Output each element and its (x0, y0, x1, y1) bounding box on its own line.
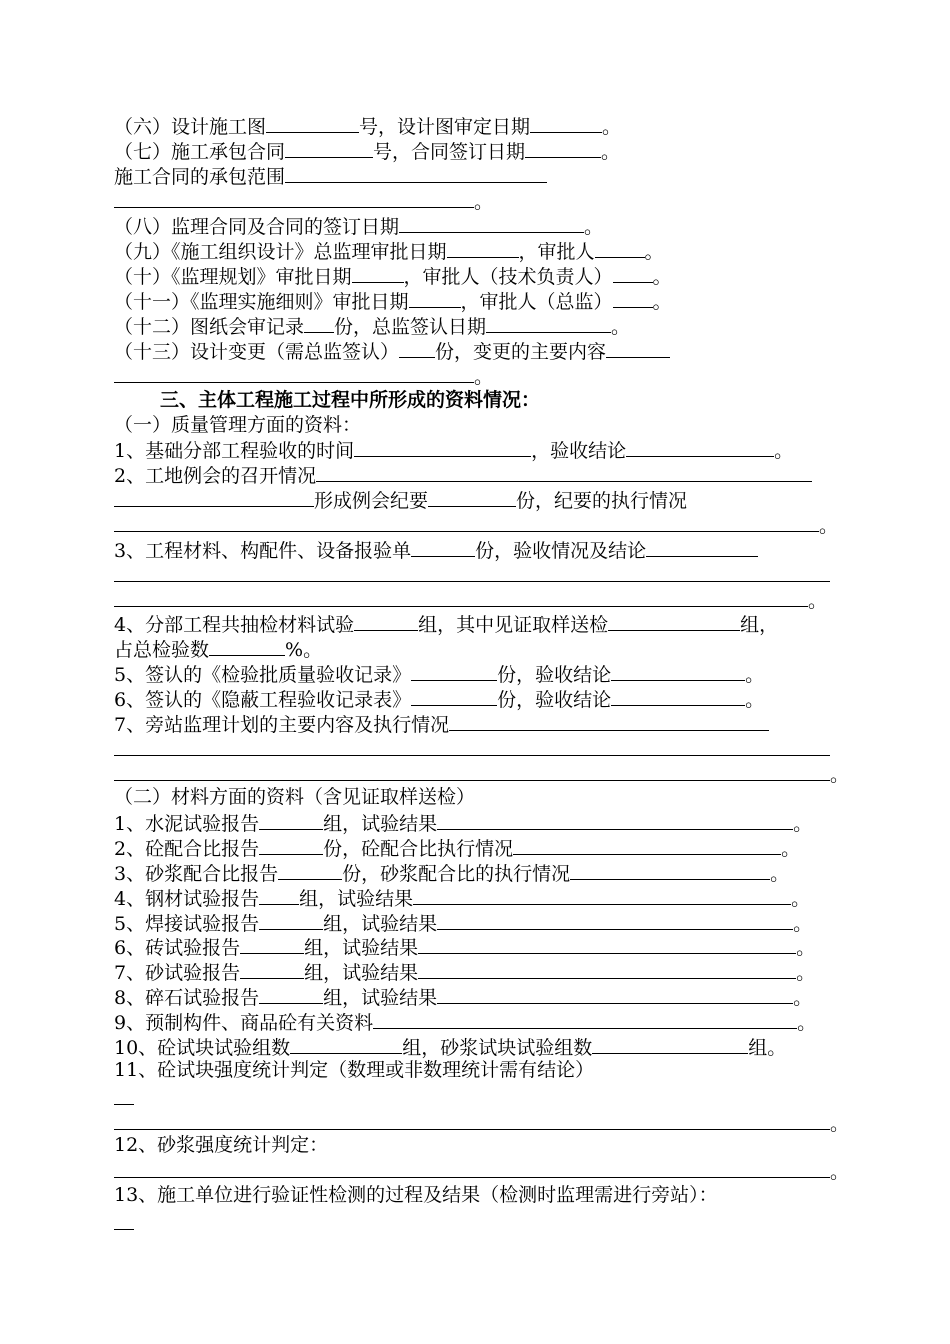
line-supervision-plan: （十）《监理规划》审批日期 ，审批人（技术负责人） 。 (114, 263, 672, 289)
blank[interactable] (530, 113, 602, 133)
blank[interactable] (409, 288, 461, 308)
line-m11-cont: 。 (114, 1110, 849, 1136)
section-heading: 三、主体工程施工过程中所形成的资料情况： (160, 389, 541, 411)
line-m8: 8、碎石试验报告 组，试验结果 。 (114, 984, 812, 1010)
blank[interactable] (373, 1009, 797, 1029)
blank[interactable] (513, 835, 781, 855)
line-design-drawing: （六）设计施工图 号，设计图审定日期 。 (114, 113, 621, 139)
line-q7-cont (114, 736, 830, 762)
blank[interactable] (608, 611, 740, 631)
blank[interactable] (114, 562, 830, 582)
line-m6: 6、砖试验报告 组，试验结果 。 (114, 934, 815, 960)
line-m3: 3、砂浆配合比报告 份，砂浆配合比的执行情况 。 (114, 860, 789, 886)
blank[interactable] (240, 959, 304, 979)
blank[interactable] (259, 984, 323, 1004)
line-q3-cont2: 。 (114, 587, 827, 613)
line-contract-scope: 施工合同的承包范围 (114, 163, 547, 189)
blank[interactable] (418, 959, 796, 979)
blank[interactable] (114, 487, 314, 507)
line-q2-cont: 形成例会纪要 份，纪要的执行情况 (114, 487, 687, 513)
blank[interactable] (413, 885, 791, 905)
blank[interactable] (114, 363, 474, 383)
blank[interactable] (114, 736, 830, 756)
blank[interactable] (411, 537, 475, 557)
blank[interactable] (447, 238, 519, 258)
blank[interactable] (428, 487, 516, 507)
line-m13: 13、施工单位进行验证性检测的过程及结果（检测时监理需进行旁站）： (114, 1184, 718, 1206)
line-supervision-contract: （八）监理合同及合同的签订日期 。 (114, 213, 603, 239)
blank[interactable] (259, 835, 323, 855)
blank[interactable] (316, 462, 812, 482)
blank[interactable] (411, 661, 497, 681)
blank[interactable] (611, 661, 745, 681)
line-m2: 2、砼配合比报告 份，砼配合比执行情况 。 (114, 835, 800, 861)
line-m12-cont: 。 (114, 1158, 849, 1184)
line-construction-org: （九）《施工组织设计》总监理审批日期 ，审批人 。 (114, 238, 664, 264)
blank[interactable] (354, 437, 531, 457)
line-q1: 1、基础分部工程验收的时间 ，验收结论 。 (114, 437, 793, 463)
blank[interactable] (399, 338, 435, 358)
blank[interactable] (114, 1110, 830, 1130)
line-m10: 10、砼试块试验组数 组，砂浆试块试验组数 组。 (114, 1034, 786, 1060)
blank[interactable] (114, 587, 808, 607)
blank[interactable] (437, 810, 793, 830)
blank[interactable] (437, 984, 793, 1004)
blank[interactable] (399, 213, 584, 233)
line-q7-cont2: 。 (114, 761, 849, 787)
line-q7: 7、旁站监理计划的主要内容及执行情况 (114, 711, 769, 737)
line-q2: 2、工地例会的召开情况 (114, 462, 812, 488)
blank[interactable] (486, 313, 611, 333)
line-drawing-review: （十二）图纸会审记录 份，总监签认日期 。 (114, 313, 630, 339)
line-m13-short (114, 1210, 134, 1236)
line-q4-cont: 占总检验数 %。 (114, 636, 322, 662)
blank[interactable] (611, 686, 745, 706)
blank[interactable] (285, 163, 547, 183)
line-contract: （七）施工承包合同 号，合同签订日期 。 (114, 138, 620, 164)
blank[interactable] (646, 537, 758, 557)
line-m11-short (114, 1085, 134, 1111)
blank[interactable] (449, 711, 769, 731)
subheading-materials: （二）材料方面的资料（含见证取样送检） (114, 786, 476, 808)
blank[interactable] (278, 860, 342, 880)
blank[interactable] (437, 910, 793, 930)
blank[interactable] (352, 263, 404, 283)
line-scope-cont: 。 (114, 188, 493, 214)
blank[interactable] (240, 934, 304, 954)
blank[interactable] (606, 338, 670, 358)
blank[interactable] (418, 934, 796, 954)
line-design-change-cont: 。 (114, 363, 493, 389)
blank[interactable] (570, 860, 770, 880)
line-m11: 11、砼试块强度统计判定（数理或非数理统计需有结论） (114, 1059, 595, 1081)
blank[interactable] (285, 138, 373, 158)
line-m9: 9、预制构件、商品砼有关资料 。 (114, 1009, 816, 1035)
blank[interactable] (114, 188, 474, 208)
blank[interactable] (114, 1085, 134, 1105)
blank[interactable] (114, 761, 830, 781)
line-q6: 6、签认的《隐蔽工程验收记录表》 份，验收结论 。 (114, 686, 764, 712)
blank[interactable] (259, 810, 323, 830)
line-m1: 1、水泥试验报告 组，试验结果 。 (114, 810, 812, 836)
blank[interactable] (592, 1034, 748, 1054)
line-m12: 12、砂浆强度统计判定： (114, 1134, 329, 1156)
line-m4: 4、钢材试验报告 组，试验结果 。 (114, 885, 810, 911)
line-q4: 4、分部工程共抽检材料试验 组，其中见证取样送检 组， (114, 611, 778, 637)
blank[interactable] (354, 611, 418, 631)
blank[interactable] (290, 1034, 402, 1054)
blank[interactable] (114, 1210, 134, 1230)
blank[interactable] (259, 910, 323, 930)
subheading-quality: （一）质量管理方面的资料： (114, 414, 362, 436)
blank[interactable] (209, 636, 285, 656)
line-q5: 5、签认的《检验批质量验收记录》 份，验收结论 。 (114, 661, 764, 687)
line-design-change: （十三）设计变更（需总监签认） 份，变更的主要内容 (114, 338, 670, 364)
blank[interactable] (613, 263, 653, 283)
line-m7: 7、砂试验报告 组，试验结果 。 (114, 959, 815, 985)
line-implementation-rules: （十一）《监理实施细则》审批日期 ，审批人（总监） 。 (114, 288, 672, 314)
blank[interactable] (114, 1158, 830, 1178)
line-q3-cont (114, 562, 830, 588)
blank[interactable] (595, 238, 645, 258)
blank[interactable] (114, 512, 819, 532)
blank[interactable] (613, 288, 653, 308)
blank[interactable] (304, 313, 334, 333)
line-m5: 5、焊接试验报告 组，试验结果 。 (114, 910, 812, 936)
blank[interactable] (411, 686, 497, 706)
blank[interactable] (266, 113, 359, 133)
blank[interactable] (259, 885, 299, 905)
line-q3: 3、工程材料、构配件、设备报验单 份，验收情况及结论 (114, 537, 758, 563)
blank[interactable] (525, 138, 601, 158)
line-q2-cont2: 。 (114, 512, 838, 538)
blank[interactable] (626, 437, 774, 457)
